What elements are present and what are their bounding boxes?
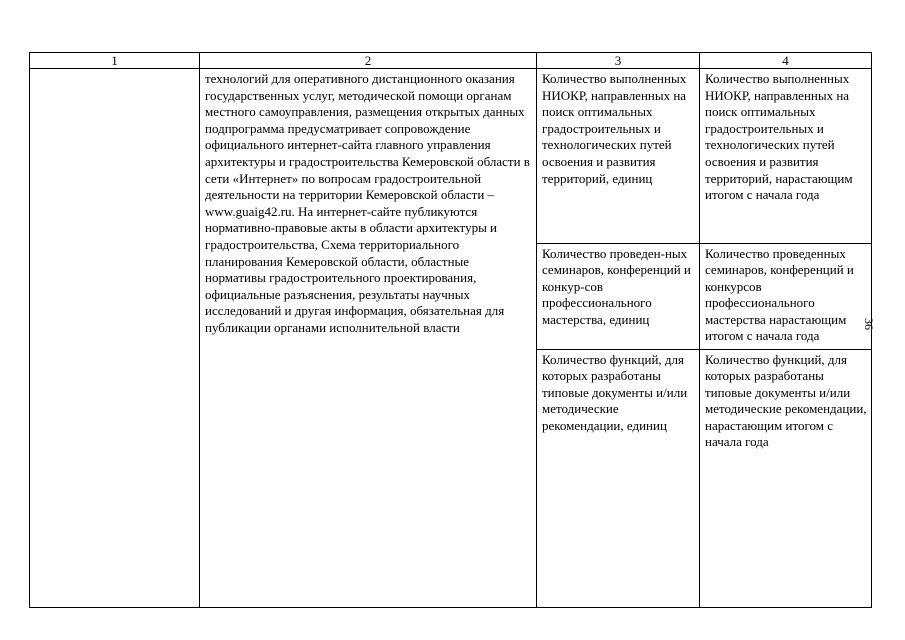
indicators-subtable: [537, 69, 699, 607]
indicator-seminars-text: Количество проведен-ных семинаров, конференций и конкур-сов профессионального мастерства, единиц: [542, 245, 691, 327]
indicator-nioкr-text: Количество выполненных НИОКР, направленных на поиск оптимальных градостроительных и технологических путей освоения и развития территорий, единиц: [542, 71, 687, 186]
cumulative-indicators-subtable: [700, 69, 871, 607]
cumulative-seminars-text: Количество проведенных семинаров, конференций и конкурсов профессионального мастерства нарастающим итогом с начала года: [705, 245, 854, 344]
col-4-cell: [700, 69, 872, 608]
header-col-2: 2: [200, 53, 537, 69]
header-col-3: 3: [537, 53, 700, 69]
cumulative-niokr-text: Количество выполненных НИОКР, направленных на поиск оптимальных градостроительных и технологических путей освоения и развития территорий, нарастающим итогом с начала года: [705, 71, 853, 203]
header-col-4: 4: [700, 53, 872, 69]
header-col-1: 1: [30, 53, 200, 69]
col-2-cell: [200, 69, 537, 608]
program-description-text: технологий для оперативного дистанционного оказания государственных услуг, методической помощи органам местного самоуправления, размещения открытых данных подпрограмма предусматривает сопровождение официального интернет-сайта главного управления архитектуры и градостроительства Кемеровской области в сети «Интернет» по вопросам градостроительной деятельности на территории Кемеровской области – www.guaig42.ru. На интернет-сайте публикуются нормативно-правовые акты в области архитектуры и градостроительства, Схема территориального планирования Кемеровской области, областные нормативы градостроительного проектирования, официальные разъяснения, результаты научных исследований и другая информация, обязательная для публикации органами исполнительной власти: [205, 71, 530, 335]
header-row: [30, 53, 872, 69]
cumulative-functions-text: Количество функций, для которых разработаны типовые документы и/или методические рекомендации, нарастающим итогом с начала года: [705, 351, 867, 450]
content-row: [30, 69, 872, 608]
page-number: 36: [862, 318, 876, 330]
indicators-table: [29, 52, 872, 608]
col-3-cell: [537, 69, 700, 608]
col-1-cell: [30, 69, 200, 608]
indicator-functions-text: Количество функций, для которых разработаны типовые документы и/или методические рекомендации, единиц: [542, 351, 688, 433]
